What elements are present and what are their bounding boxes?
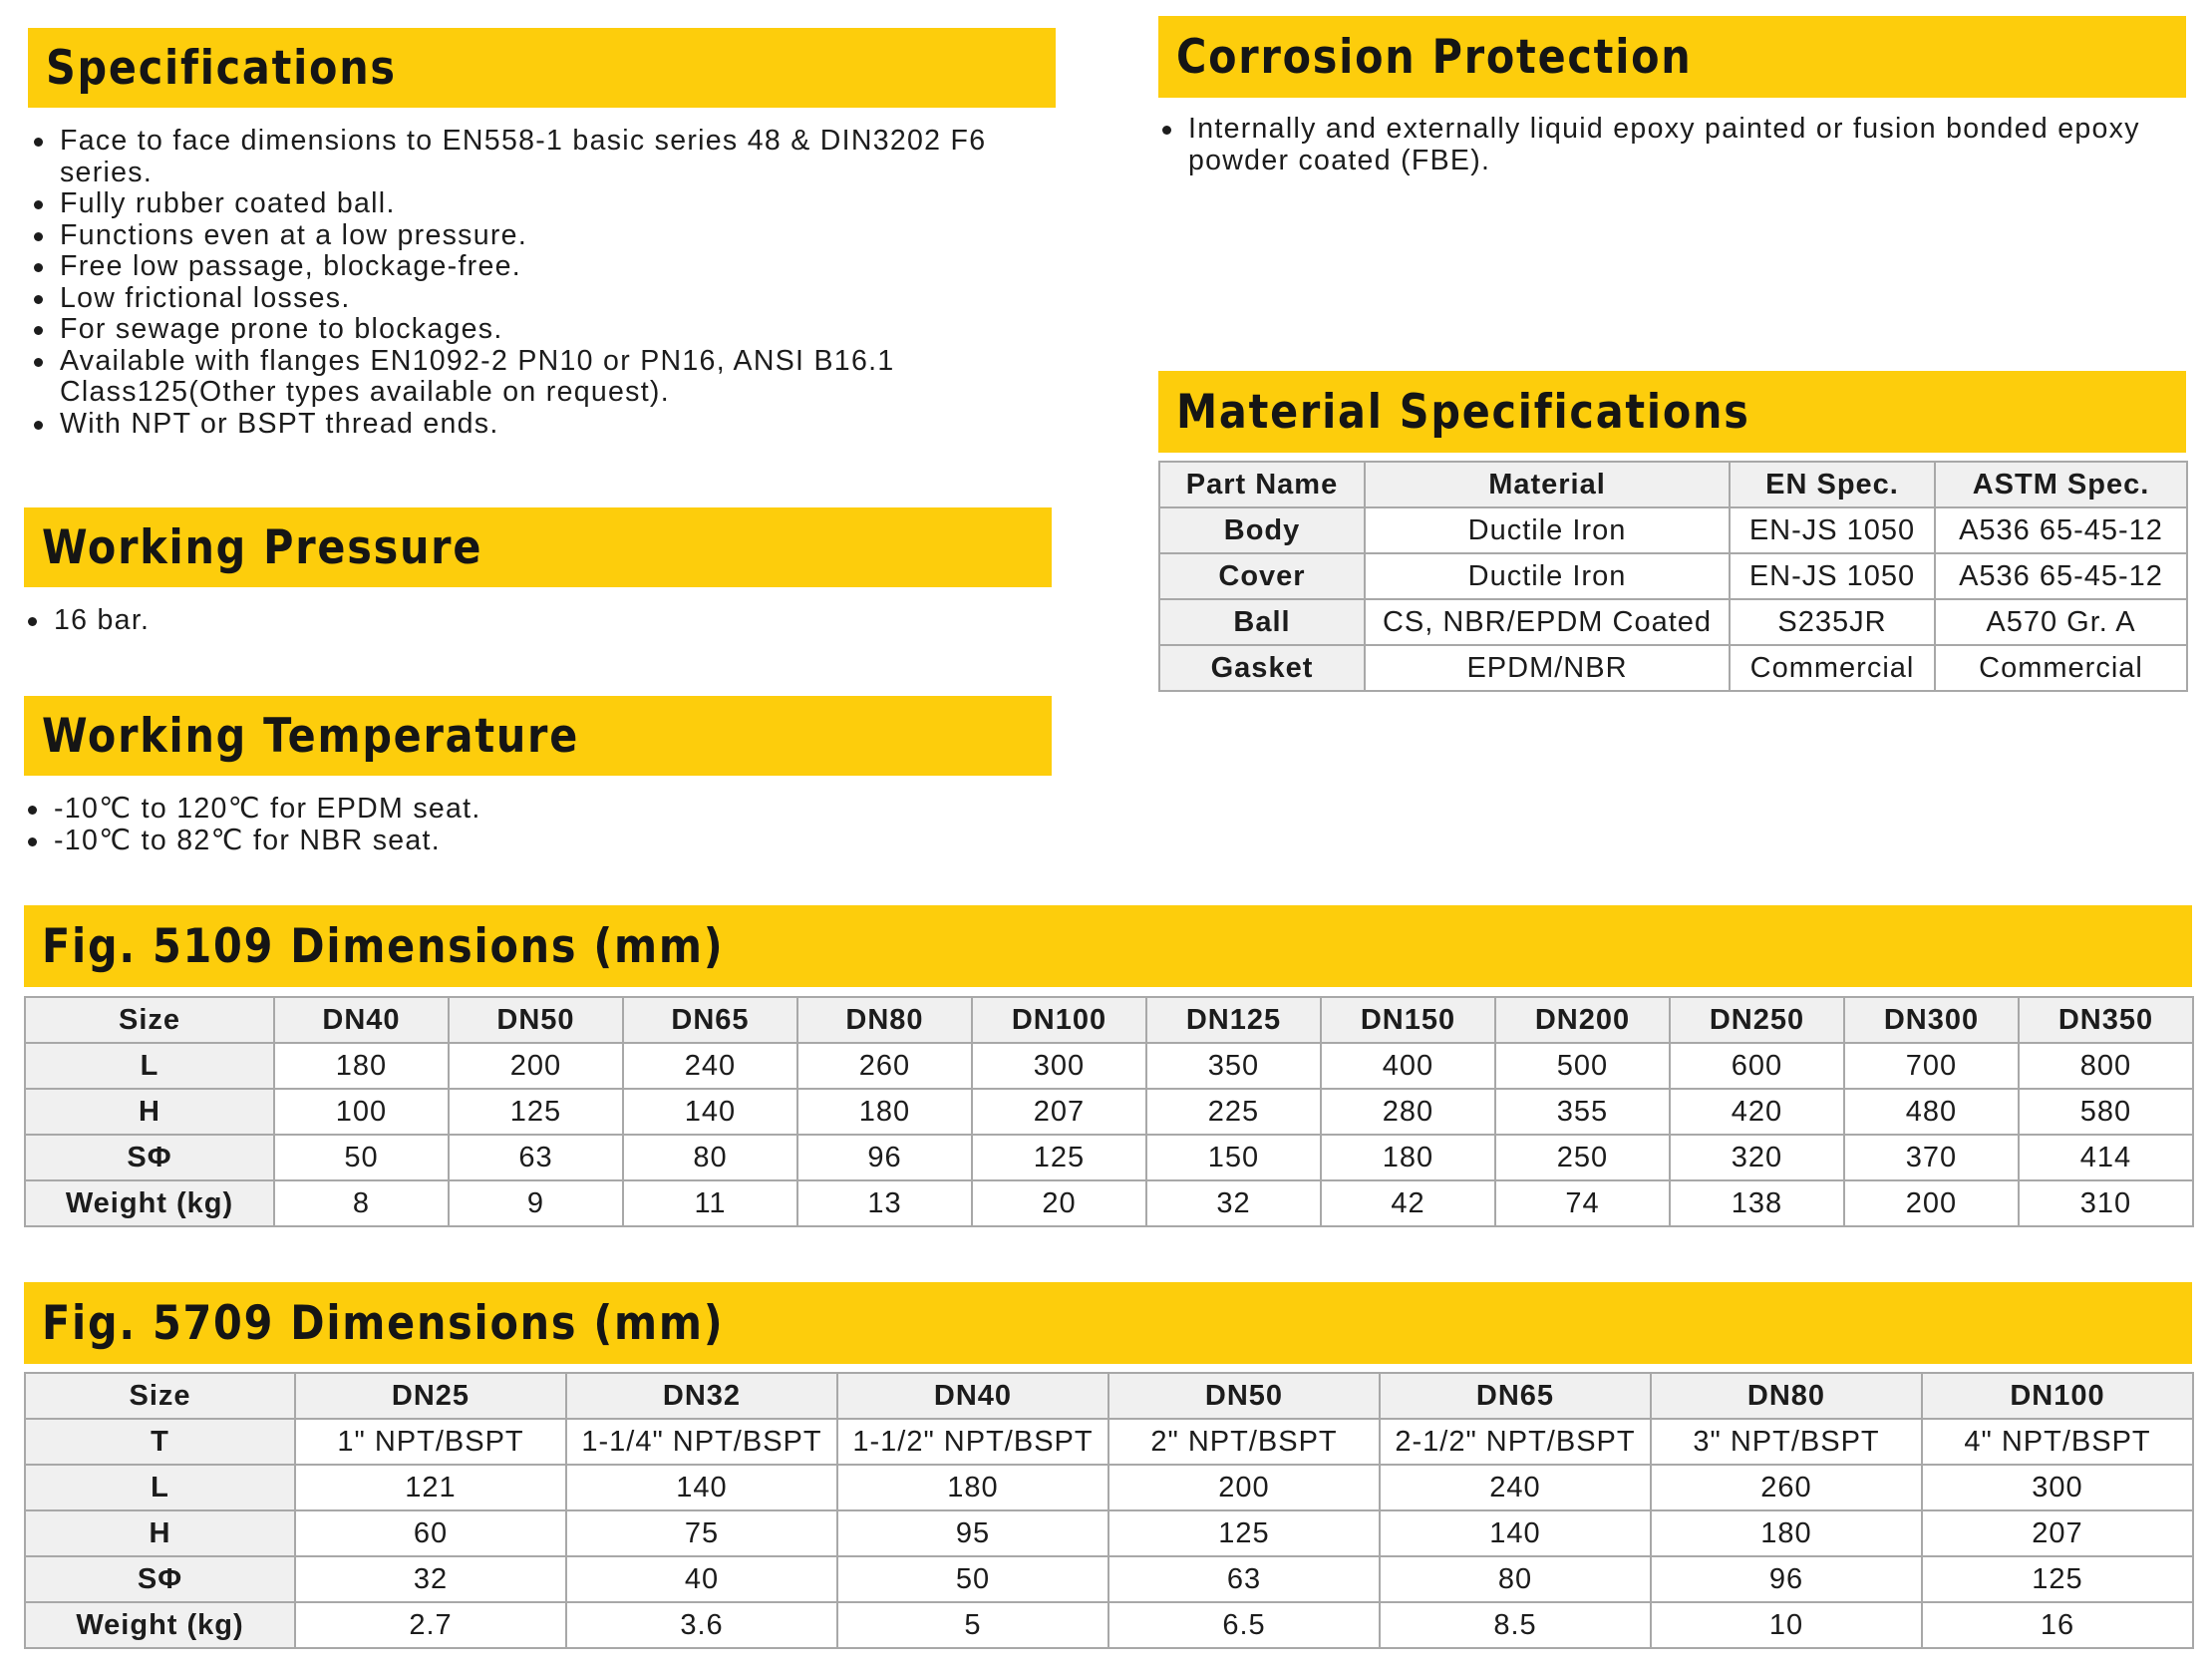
table-cell: 180 bbox=[274, 1043, 449, 1089]
table-cell: 1" NPT/BSPT bbox=[295, 1419, 566, 1465]
table-cell: 600 bbox=[1670, 1043, 1844, 1089]
table-row bbox=[25, 1602, 2193, 1648]
working-temperature-title: Working Temperature bbox=[42, 708, 580, 764]
table-row bbox=[1159, 507, 2187, 553]
specifications-item: Functions even at a low pressure. bbox=[28, 220, 1045, 252]
row-label: SΦ bbox=[25, 1556, 295, 1602]
table-cell: 125 bbox=[1922, 1556, 2193, 1602]
row-label: L bbox=[25, 1465, 295, 1510]
table-cell: 140 bbox=[1380, 1510, 1651, 1556]
table-cell: 5 bbox=[837, 1602, 1108, 1648]
specifications-item: With NPT or BSPT thread ends. bbox=[28, 409, 1045, 441]
working-pressure-item: 16 bar. bbox=[22, 605, 1039, 637]
table-row bbox=[1159, 599, 2187, 645]
row-label: H bbox=[25, 1089, 274, 1135]
row-label: Weight (kg) bbox=[25, 1602, 295, 1648]
specifications-item: Free low passage, blockage-free. bbox=[28, 251, 1045, 283]
material-col-header: Part Name bbox=[1159, 462, 1365, 507]
table-cell: 125 bbox=[1108, 1510, 1380, 1556]
table-cell: 1-1/2" NPT/BSPT bbox=[837, 1419, 1108, 1465]
astm-spec-cell: A570 Gr. A bbox=[1935, 599, 2187, 645]
specifications-header bbox=[28, 28, 1056, 108]
table-cell: 400 bbox=[1321, 1043, 1495, 1089]
row-label: T bbox=[25, 1419, 295, 1465]
material-cell: EPDM/NBR bbox=[1365, 645, 1730, 691]
material-col-header: Material bbox=[1365, 462, 1730, 507]
table-row bbox=[25, 1465, 2193, 1510]
size-header-cell: DN32 bbox=[566, 1373, 837, 1419]
size-header-cell: DN300 bbox=[1844, 997, 2019, 1043]
fig5709-header-row bbox=[25, 1373, 2193, 1419]
size-header-cell: DN100 bbox=[972, 997, 1146, 1043]
size-header-cell: DN65 bbox=[623, 997, 797, 1043]
table-cell: 8.5 bbox=[1380, 1602, 1651, 1648]
table-cell: 63 bbox=[1108, 1556, 1380, 1602]
table-cell: 700 bbox=[1844, 1043, 2019, 1089]
fig5709-header bbox=[24, 1282, 2192, 1364]
material-cell: Ductile Iron bbox=[1365, 553, 1730, 599]
size-header-cell: DN125 bbox=[1146, 997, 1321, 1043]
row-label: Size bbox=[25, 1373, 295, 1419]
table-row bbox=[25, 1419, 2193, 1465]
table-cell: 310 bbox=[2019, 1180, 2193, 1226]
specifications-item: Low frictional losses. bbox=[28, 283, 1045, 315]
part-name: Ball bbox=[1159, 599, 1365, 645]
table-cell: 96 bbox=[797, 1135, 972, 1180]
working-pressure-list bbox=[22, 605, 1039, 637]
working-pressure-title: Working Pressure bbox=[42, 519, 483, 575]
table-cell: 20 bbox=[972, 1180, 1146, 1226]
table-cell: 240 bbox=[1380, 1465, 1651, 1510]
table-cell: 95 bbox=[837, 1510, 1108, 1556]
working-temperature-list bbox=[22, 794, 1039, 856]
en-spec-cell: EN-JS 1050 bbox=[1730, 507, 1935, 553]
table-row bbox=[25, 1043, 2193, 1089]
table-cell: 50 bbox=[837, 1556, 1108, 1602]
fig5709-table bbox=[24, 1372, 2194, 1649]
en-spec-cell: Commercial bbox=[1730, 645, 1935, 691]
fig5109-title: Fig. 5109 Dimensions (mm) bbox=[42, 918, 725, 974]
table-cell: 125 bbox=[972, 1135, 1146, 1180]
table-cell: 32 bbox=[295, 1556, 566, 1602]
table-cell: 250 bbox=[1495, 1135, 1670, 1180]
table-cell: 75 bbox=[566, 1510, 837, 1556]
table-cell: 140 bbox=[623, 1089, 797, 1135]
astm-spec-cell: A536 65-45-12 bbox=[1935, 507, 2187, 553]
table-cell: 350 bbox=[1146, 1043, 1321, 1089]
table-cell: 9 bbox=[449, 1180, 623, 1226]
table-cell: 200 bbox=[1844, 1180, 2019, 1226]
corrosion-item: Internally and externally liquid epoxy painted or fusion bonded epoxy powder coated (FBE). bbox=[1156, 114, 2188, 176]
size-header-cell: DN250 bbox=[1670, 997, 1844, 1043]
table-cell: 3.6 bbox=[566, 1602, 837, 1648]
table-cell: 180 bbox=[797, 1089, 972, 1135]
table-cell: 80 bbox=[1380, 1556, 1651, 1602]
size-header-cell: DN200 bbox=[1495, 997, 1670, 1043]
table-cell: 150 bbox=[1146, 1135, 1321, 1180]
specifications-title: Specifications bbox=[46, 40, 397, 96]
table-cell: 260 bbox=[797, 1043, 972, 1089]
specifications-item: Face to face dimensions to EN558-1 basic series 48 & DIN3202 F6 series. bbox=[28, 126, 1045, 188]
size-header-cell: DN350 bbox=[2019, 997, 2193, 1043]
table-cell: 138 bbox=[1670, 1180, 1844, 1226]
table-cell: 80 bbox=[623, 1135, 797, 1180]
table-cell: 420 bbox=[1670, 1089, 1844, 1135]
size-header-cell: DN100 bbox=[1922, 1373, 2193, 1419]
row-label: SΦ bbox=[25, 1135, 274, 1180]
table-row bbox=[25, 1180, 2193, 1226]
table-cell: 40 bbox=[566, 1556, 837, 1602]
table-row bbox=[1159, 645, 2187, 691]
table-row bbox=[25, 1510, 2193, 1556]
table-cell: 240 bbox=[623, 1043, 797, 1089]
fig5109-header-row bbox=[25, 997, 2193, 1043]
fig5109-table bbox=[24, 996, 2194, 1227]
corrosion-title: Corrosion Protection bbox=[1176, 29, 1693, 85]
table-cell: 200 bbox=[449, 1043, 623, 1089]
table-cell: 300 bbox=[972, 1043, 1146, 1089]
table-cell: 180 bbox=[1651, 1510, 1922, 1556]
material-cell: Ductile Iron bbox=[1365, 507, 1730, 553]
corrosion-list bbox=[1156, 114, 2188, 176]
table-cell: 140 bbox=[566, 1465, 837, 1510]
table-cell: 121 bbox=[295, 1465, 566, 1510]
material-title: Material Specifications bbox=[1176, 384, 1750, 440]
table-cell: 500 bbox=[1495, 1043, 1670, 1089]
row-label: L bbox=[25, 1043, 274, 1089]
table-cell: 2.7 bbox=[295, 1602, 566, 1648]
table-cell: 180 bbox=[1321, 1135, 1495, 1180]
working-temperature-item: -10℃ to 82℃ for NBR seat. bbox=[22, 826, 1039, 857]
row-label: Size bbox=[25, 997, 274, 1043]
size-header-cell: DN25 bbox=[295, 1373, 566, 1419]
working-temperature-item: -10℃ to 120℃ for EPDM seat. bbox=[22, 794, 1039, 826]
table-cell: 414 bbox=[2019, 1135, 2193, 1180]
table-cell: 60 bbox=[295, 1510, 566, 1556]
table-cell: 300 bbox=[1922, 1465, 2193, 1510]
table-cell: 50 bbox=[274, 1135, 449, 1180]
specifications-item: Available with flanges EN1092-2 PN10 or PN16, ANSI B16.1 Class125(Other types available on request). bbox=[28, 346, 1007, 409]
astm-spec-cell: A536 65-45-12 bbox=[1935, 553, 2187, 599]
table-cell: 2-1/2" NPT/BSPT bbox=[1380, 1419, 1651, 1465]
table-row bbox=[25, 1135, 2193, 1180]
corrosion-header bbox=[1158, 16, 2186, 98]
row-label: Weight (kg) bbox=[25, 1180, 274, 1226]
working-temperature-header bbox=[24, 696, 1052, 776]
size-header-cell: DN65 bbox=[1380, 1373, 1651, 1419]
table-cell: 320 bbox=[1670, 1135, 1844, 1180]
specifications-item: Fully rubber coated ball. bbox=[28, 188, 1045, 220]
table-cell: 16 bbox=[1922, 1602, 2193, 1648]
table-cell: 125 bbox=[449, 1089, 623, 1135]
table-cell: 480 bbox=[1844, 1089, 2019, 1135]
specifications-item: For sewage prone to blockages. bbox=[28, 314, 1045, 346]
size-header-cell: DN40 bbox=[274, 997, 449, 1043]
table-cell: 8 bbox=[274, 1180, 449, 1226]
table-cell: 32 bbox=[1146, 1180, 1321, 1226]
table-cell: 4" NPT/BSPT bbox=[1922, 1419, 2193, 1465]
size-header-cell: DN40 bbox=[837, 1373, 1108, 1419]
table-cell: 260 bbox=[1651, 1465, 1922, 1510]
table-cell: 74 bbox=[1495, 1180, 1670, 1226]
table-cell: 96 bbox=[1651, 1556, 1922, 1602]
material-table bbox=[1158, 461, 2188, 692]
table-row bbox=[1159, 553, 2187, 599]
table-cell: 13 bbox=[797, 1180, 972, 1226]
table-cell: 1-1/4" NPT/BSPT bbox=[566, 1419, 837, 1465]
table-cell: 180 bbox=[837, 1465, 1108, 1510]
table-cell: 225 bbox=[1146, 1089, 1321, 1135]
table-cell: 370 bbox=[1844, 1135, 2019, 1180]
specifications-list bbox=[28, 126, 1045, 440]
table-cell: 2" NPT/BSPT bbox=[1108, 1419, 1380, 1465]
table-cell: 355 bbox=[1495, 1089, 1670, 1135]
part-name: Gasket bbox=[1159, 645, 1365, 691]
en-spec-cell: S235JR bbox=[1730, 599, 1935, 645]
en-spec-cell: EN-JS 1050 bbox=[1730, 553, 1935, 599]
table-cell: 800 bbox=[2019, 1043, 2193, 1089]
part-name: Cover bbox=[1159, 553, 1365, 599]
table-cell: 11 bbox=[623, 1180, 797, 1226]
table-cell: 6.5 bbox=[1108, 1602, 1380, 1648]
table-cell: 200 bbox=[1108, 1465, 1380, 1510]
part-name: Body bbox=[1159, 507, 1365, 553]
size-header-cell: DN80 bbox=[797, 997, 972, 1043]
table-cell: 42 bbox=[1321, 1180, 1495, 1226]
fig5109-header bbox=[24, 905, 2192, 987]
material-col-header: EN Spec. bbox=[1730, 462, 1935, 507]
material-header bbox=[1158, 371, 2186, 453]
size-header-cell: DN80 bbox=[1651, 1373, 1922, 1419]
table-row bbox=[25, 1556, 2193, 1602]
size-header-cell: DN50 bbox=[449, 997, 623, 1043]
size-header-cell: DN50 bbox=[1108, 1373, 1380, 1419]
table-cell: 63 bbox=[449, 1135, 623, 1180]
table-cell: 280 bbox=[1321, 1089, 1495, 1135]
fig5709-title: Fig. 5709 Dimensions (mm) bbox=[42, 1295, 725, 1351]
material-cell: CS, NBR/EPDM Coated bbox=[1365, 599, 1730, 645]
table-cell: 100 bbox=[274, 1089, 449, 1135]
material-header-row bbox=[1159, 462, 2187, 507]
astm-spec-cell: Commercial bbox=[1935, 645, 2187, 691]
material-col-header: ASTM Spec. bbox=[1935, 462, 2187, 507]
table-cell: 207 bbox=[972, 1089, 1146, 1135]
working-pressure-header bbox=[24, 507, 1052, 587]
table-cell: 207 bbox=[1922, 1510, 2193, 1556]
table-row bbox=[25, 1089, 2193, 1135]
table-cell: 10 bbox=[1651, 1602, 1922, 1648]
table-cell: 3" NPT/BSPT bbox=[1651, 1419, 1922, 1465]
size-header-cell: DN150 bbox=[1321, 997, 1495, 1043]
table-cell: 580 bbox=[2019, 1089, 2193, 1135]
row-label: H bbox=[25, 1510, 295, 1556]
